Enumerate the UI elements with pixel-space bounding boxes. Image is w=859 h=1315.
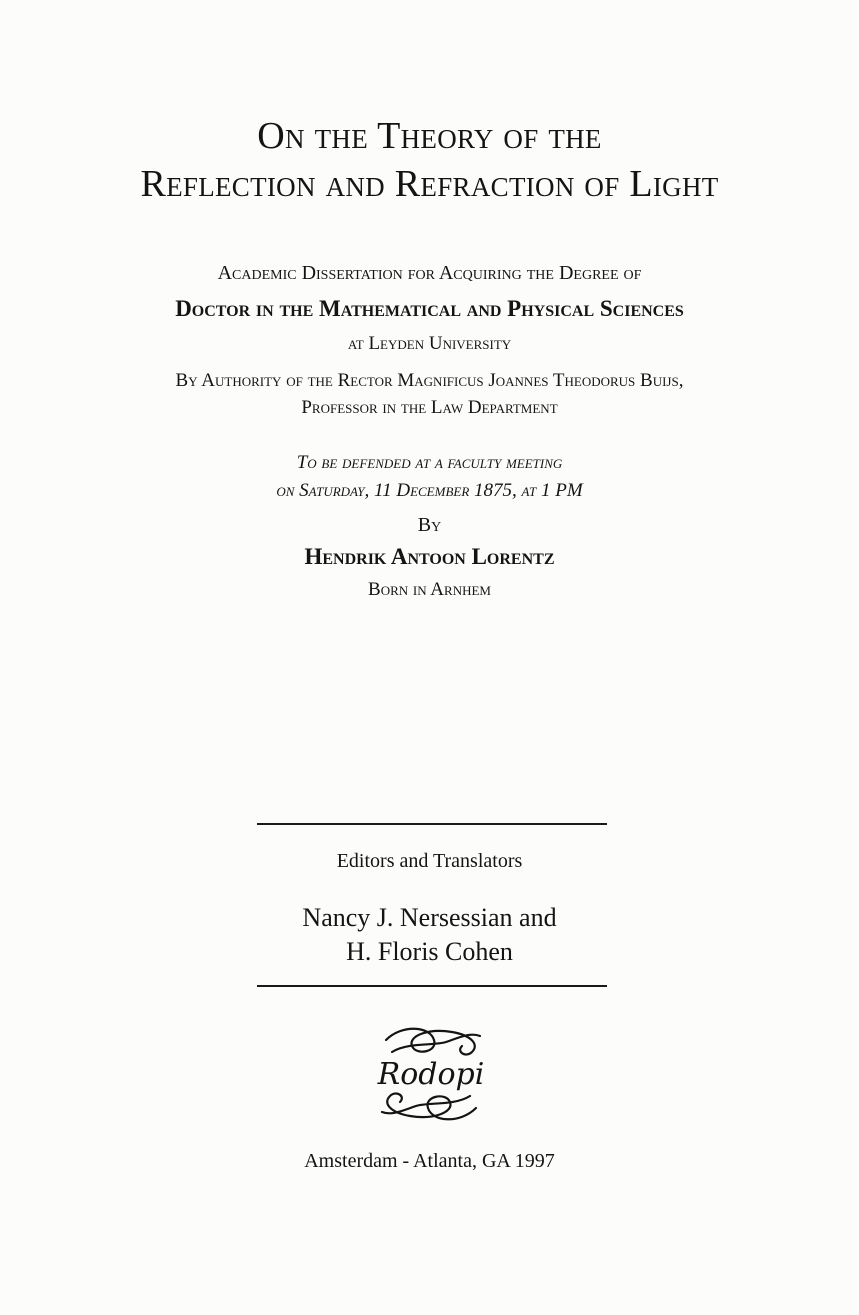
author-birthplace: Born in Arnhem [368, 579, 491, 600]
defense-line-1: To be defended at a faculty meeting [296, 452, 563, 473]
author-name: Hendrik Antoon Lorentz [304, 544, 555, 569]
university-name: at Leyden University [347, 333, 512, 354]
rodopi-logo-lettering: Rodopi [377, 1057, 485, 1092]
rodopi-logo [372, 1022, 490, 1126]
editors-heading: Editors and Translators [336, 850, 523, 872]
authority-line: By Authority of the Rector Magnificus Joannes Theodorus Buijs, [175, 370, 684, 391]
editors-names-line-1: Nancy J. Nersessian and [302, 903, 557, 932]
professor-line: Professor in the Law Department [301, 397, 558, 418]
divider-bottom [257, 985, 607, 987]
book-title-line-1: On the Theory of the [257, 115, 602, 157]
degree-name: Doctor in the Mathematical and Physical Sciences [175, 296, 684, 321]
book-title-line-2: Reflection and Refraction of Light [140, 163, 719, 205]
editors-names-line-2: H. Floris Cohen [346, 937, 513, 966]
dissertation-intro: Academic Dissertation for Acquiring the Degree of [217, 262, 642, 284]
divider-top [257, 823, 607, 825]
publisher-imprint: Amsterdam - Atlanta, GA 1997 [304, 1150, 555, 1172]
by-label: By [417, 514, 442, 536]
defense-line-2: on Saturday, 11 December 1875, at 1 PM [276, 480, 583, 501]
